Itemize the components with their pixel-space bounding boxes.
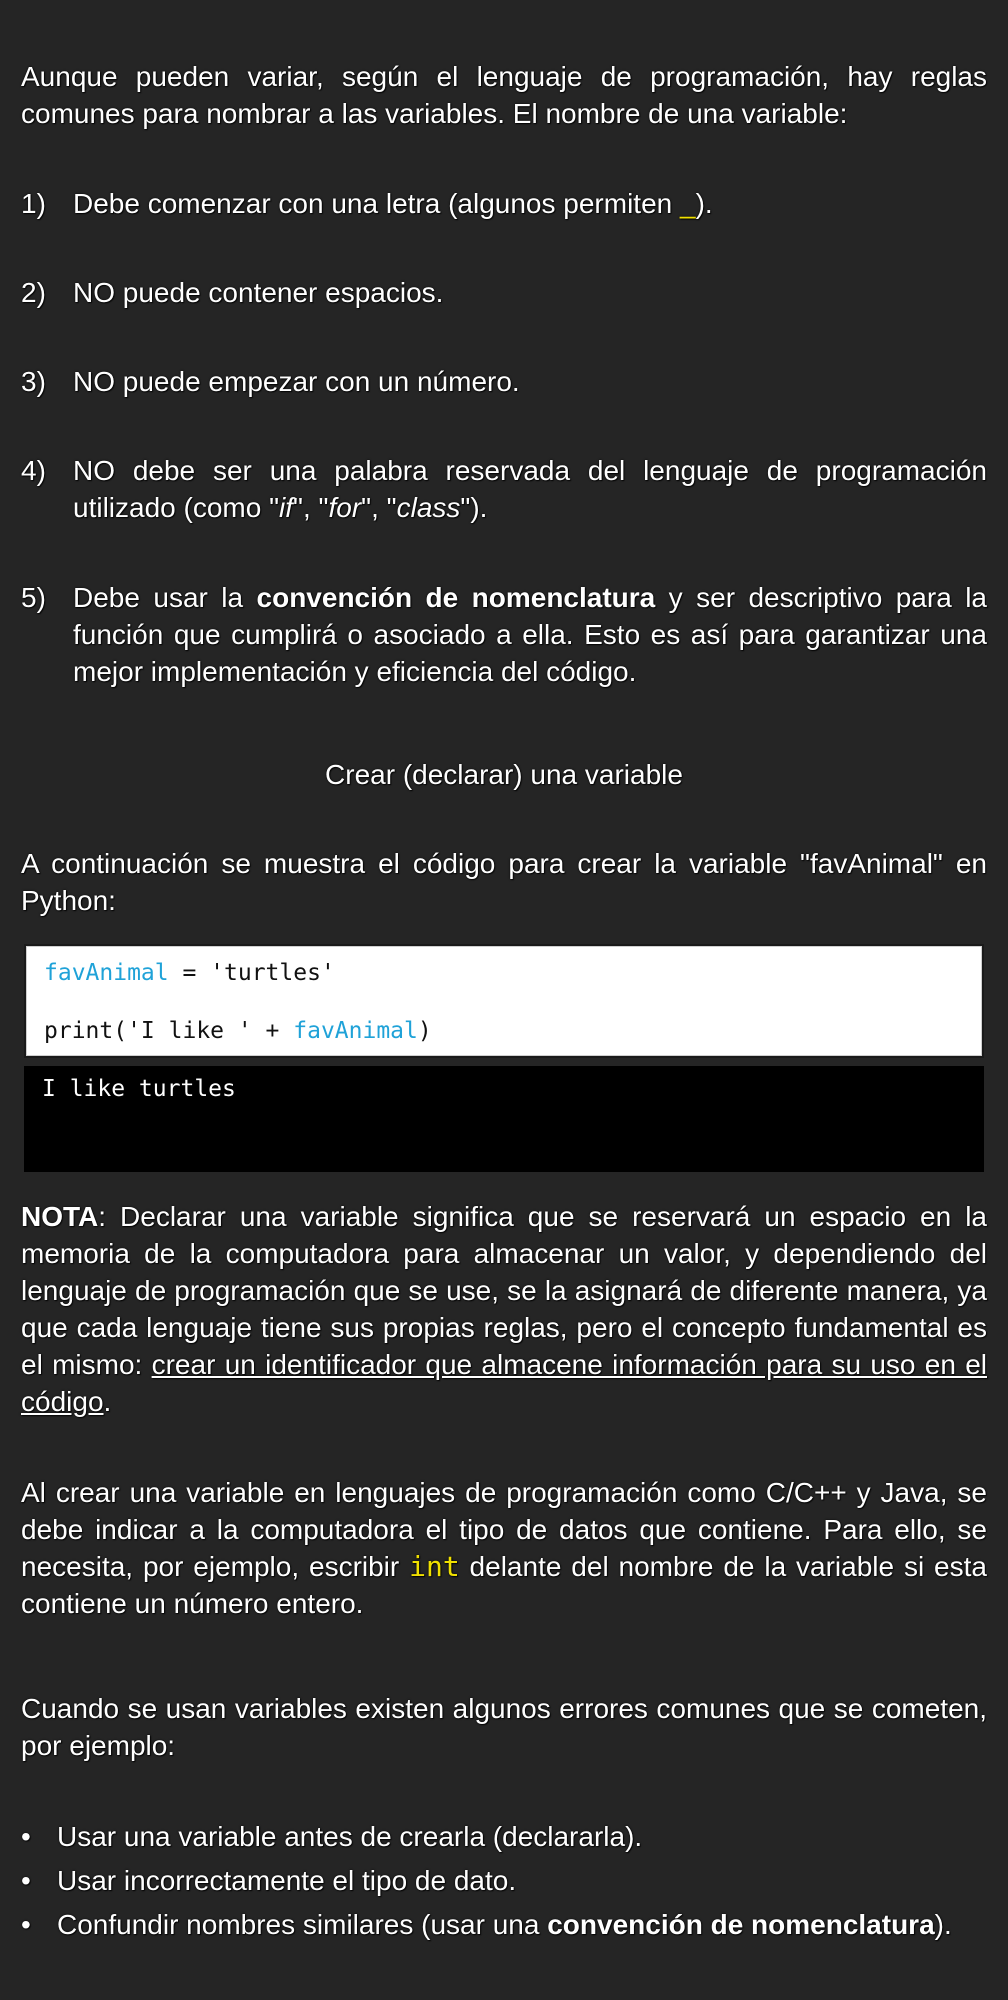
section-heading: Crear (declarar) una variable bbox=[325, 759, 683, 790]
bullet-text: Usar una variable antes de crearla (declararla). bbox=[57, 1821, 643, 1852]
types-paragraph: Al crear una variable en lenguajes de programación como C/C++ y Java, se debe indicar a la computadora el tipo de datos que contiene. Para ello, se necesita, por ejemplo, escribir int delante del nombre de la variable si esta contiene un número entero. bbox=[21, 1477, 987, 1619]
keyword-if: if bbox=[279, 492, 294, 523]
rule-text: Debe usar la convención de nomenclatura y ser descriptivo para la función que cumplirá o asociado a ella. Esto es así para garantizar una mejor implementación y eficiencia del código. bbox=[73, 582, 987, 687]
rule-number: 3) bbox=[21, 366, 46, 397]
rule-number: 2) bbox=[21, 277, 46, 308]
rule-item-3 bbox=[21, 363, 987, 400]
rule-number: 1) bbox=[21, 188, 46, 219]
naming-convention-bold: convención de nomenclatura bbox=[256, 582, 656, 613]
code-line-2: print('I like ' + favAnimal) bbox=[44, 1018, 432, 1044]
rule-item-5 bbox=[21, 579, 987, 690]
example-intro: A continuación se muestra el código para crear la variable "favAnimal" en Python: bbox=[21, 848, 987, 916]
code-block bbox=[24, 944, 984, 1058]
note-paragraph: NOTA: Declarar una variable significa que se reservará un espacio en la memoria de la computadora para almacenar un valor, y dependiendo del lenguaje de programación que se use, se la asignará de diferente manera, ya que cada lenguaje tiene sus propias reglas, pero el concepto fundamental es el mismo: crear un identificador que almacene información para su uso en el código. bbox=[21, 1201, 987, 1417]
code-variable: favAnimal bbox=[293, 1018, 418, 1044]
intro-paragraph bbox=[21, 58, 987, 132]
int-keyword: int bbox=[409, 1550, 460, 1583]
errors-intro: Cuando se usan variables existen algunos errores comunes que se cometen, por ejemplo: bbox=[21, 1693, 987, 1761]
naming-convention-bold: convención de nomenclatura bbox=[547, 1909, 935, 1940]
error-item-2 bbox=[21, 1862, 987, 1899]
error-item-1 bbox=[21, 1818, 987, 1855]
bullet-mark: • bbox=[21, 1909, 31, 1940]
keyword-class: class bbox=[396, 492, 461, 523]
rule-number: 5) bbox=[21, 582, 46, 613]
keyword-for: for bbox=[328, 492, 362, 523]
rule-item-4 bbox=[21, 452, 987, 526]
rule-text: Debe comenzar con una letra (algunos permiten _). bbox=[73, 188, 713, 219]
rule-text: NO puede empezar con un número. bbox=[73, 366, 520, 397]
bullet-text: Usar incorrectamente el tipo de dato. bbox=[57, 1865, 517, 1896]
bullet-mark: • bbox=[21, 1821, 31, 1852]
bullet-text: Confundir nombres similares (usar una convención de nomenclatura). bbox=[57, 1909, 952, 1940]
code-line-1: favAnimal = 'turtles' bbox=[44, 960, 335, 986]
output-block bbox=[24, 1066, 984, 1172]
rule-item-1 bbox=[21, 185, 987, 222]
rule-text: NO debe ser una palabra reservada del lenguaje de programación utilizado (como "if", "for", "class"). bbox=[73, 455, 987, 523]
underscore-highlight: _ bbox=[680, 188, 696, 219]
output-text: I like turtles bbox=[42, 1076, 236, 1102]
bullet-mark: • bbox=[21, 1865, 31, 1896]
note-label: NOTA bbox=[21, 1201, 99, 1232]
rule-number: 4) bbox=[21, 455, 46, 486]
note-underlined: crear un identificador que almacene información para su uso en el código bbox=[21, 1349, 987, 1417]
intro-text: Aunque pueden variar, según el lenguaje de programación, hay reglas comunes para nombrar a las variables. El nombre de una variable: bbox=[21, 61, 987, 129]
rule-item-2 bbox=[21, 274, 987, 311]
rule-text: NO puede contener espacios. bbox=[73, 277, 444, 308]
code-variable: favAnimal bbox=[44, 960, 169, 986]
error-item-3 bbox=[21, 1906, 987, 1943]
